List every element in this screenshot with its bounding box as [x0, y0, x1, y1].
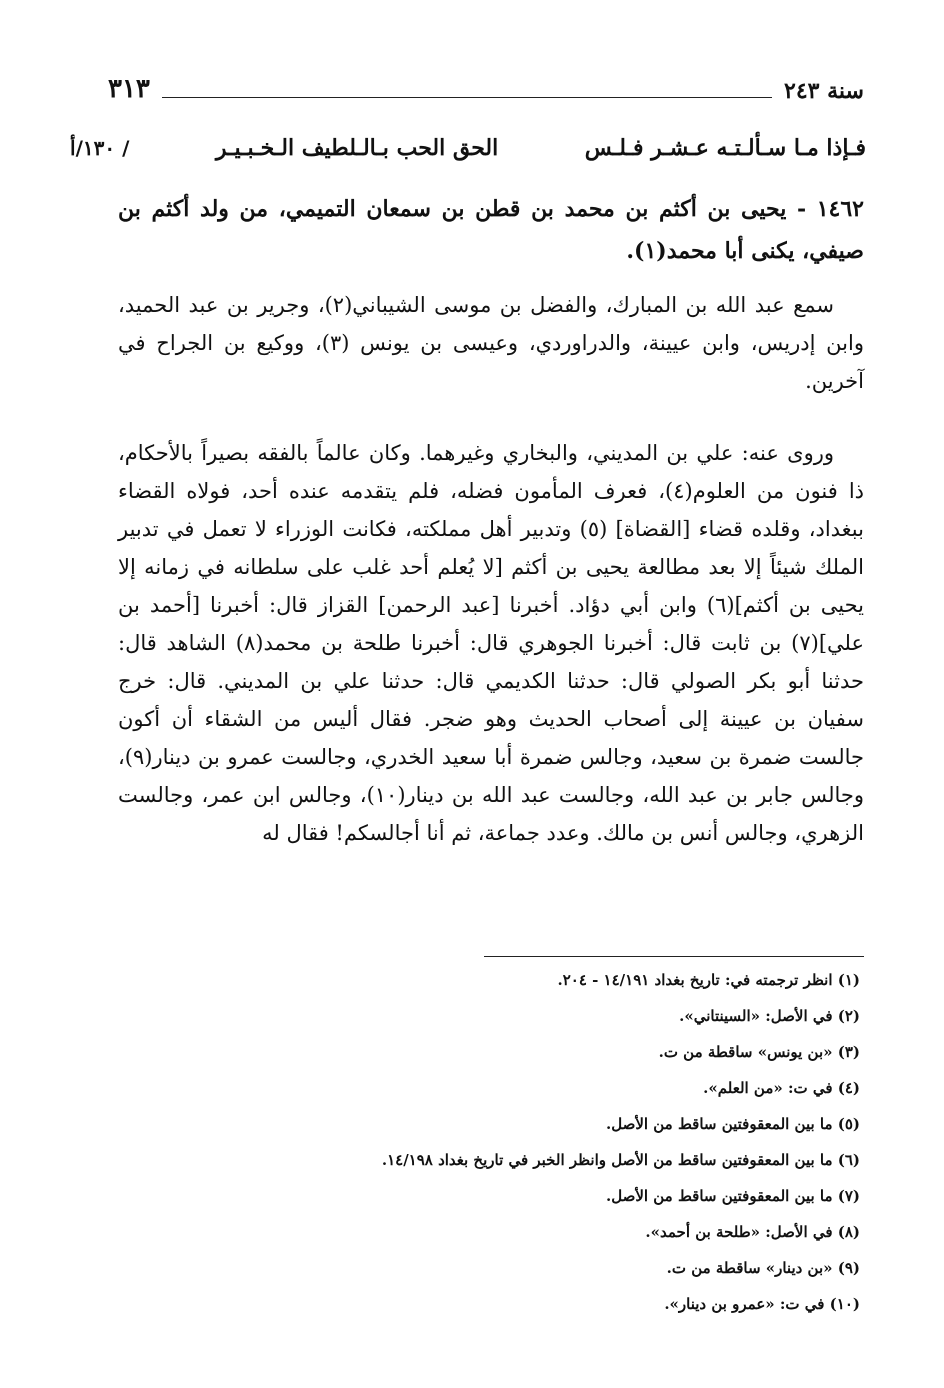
footnote-7: (٧) ما بين المعقوفتين ساقط من الأصل.: [606, 1187, 860, 1205]
footnote-separator: [484, 956, 864, 957]
entry-heading: ١٤٦٢ - يحيى بن أكثم بن محمد بن قطن بن سمعان التميمي، من ولد أكثم بن صيفي، يكنى أبا محمد(١).: [118, 196, 864, 264]
page-header: [108, 70, 864, 104]
poem-verse: [70, 128, 866, 168]
header-rule: [162, 97, 772, 98]
footnote-9: (٩) «بن دينار» ساقطة من ت.: [666, 1259, 860, 1277]
footnote-3: (٣) «بن يونس» ساقطة من ت.: [658, 1043, 860, 1061]
footnote-5: (٥) ما بين المعقوفتين ساقط من الأصل.: [606, 1115, 860, 1133]
footnote-2: (٢) في الأصل: «السينتاني».: [679, 1007, 860, 1025]
footnote-8: (٨) في الأصل: «طلحة بن أحمد».: [645, 1223, 860, 1241]
footnote-1: (١) انظر ترجمته في: تاريخ بغداد ١٤/١٩١ - ٢٠٤.: [557, 971, 860, 989]
footnote-6: (٦) ما بين المعقوفتين ساقط من الأصل وانظر الخبر في تاريخ بغداد ١٤/١٩٨.: [381, 1151, 860, 1169]
footnotes-list: [300, 962, 864, 1322]
verse-hemistich-left: الحق الحب بـالـلطيف الـخـبـيـر: [215, 135, 499, 161]
paragraph-teachers: سمع عبد الله بن المبارك، والفضل بن موسى الشيباني(٢)، وجرير بن عبد الحميد، وابن إدريس، وابن عيينة، والدراوردي، وعيسى بن يونس (٣)، ووكيع بن الجراح في آخرين.: [118, 293, 864, 393]
manuscript-folio-ref: ١٣٠/أ /: [70, 136, 130, 160]
footnote-10: (١٠) في ت: «عمرو بن دينار».: [664, 1295, 860, 1313]
footnote-4: (٤) في ت: «من العلم».: [703, 1079, 860, 1097]
header-year: سنة ٢٤٣: [784, 78, 864, 104]
page-number: ٣١٣: [108, 74, 150, 104]
paragraph-narration: وروى عنه: علي بن المديني، والبخاري وغيرهما. وكان عالماً بالفقه بصيراً بالأحكام، ذا فنون من العلوم(٤)، فعرف المأمون فضله، فلم يتقدمه عنده أحد، فولاه القضاء ببغداد، وقلده قضاء [القضاة] (٥) وتدبير أهل مملكته، فكانت الوزراء لا تعمل في تدبير الملك شيئاً إلا بعد مطالعة يحيى بن أكثم [لا يُعلم أحد غلب على سلطانه في زمانه إلا يحيى بن أكثم](٦) وابن أبي دؤاد. أخبرنا [عبد الرحمن] القزاز قال: أخبرنا [أحمد بن علي](٧) بن ثابت قال: أخبرنا الجوهري قال: أخبرنا طلحة بن محمد(٨) الشاهد قال: حدثنا أبو بكر الصولي قال: حدثنا الكديمي قال: حدثنا علي بن المديني. قال: خرج سفيان بن عيينة إلى أصحاب الحديث وهو ضجر. فقال أليس من الشقاء أن أكون جالست ضمرة بن سعيد، وجالس ضمرة أبا سعيد الخدري، وجالست عمرو بن دينار(٩)، وجالس جابر بن عبد الله، وجالست عبد الله بن دينار(١٠)، وجالس ابن عمر، وجالست الزهري، وجالس أنس بن مالك. وعدد جماعة، ثم أنا أجالسكم! فقال له: [118, 441, 865, 845]
verse-hemistich-right: فـإذا مـا سـألـتـه عـشـر فـلـس: [584, 135, 866, 161]
